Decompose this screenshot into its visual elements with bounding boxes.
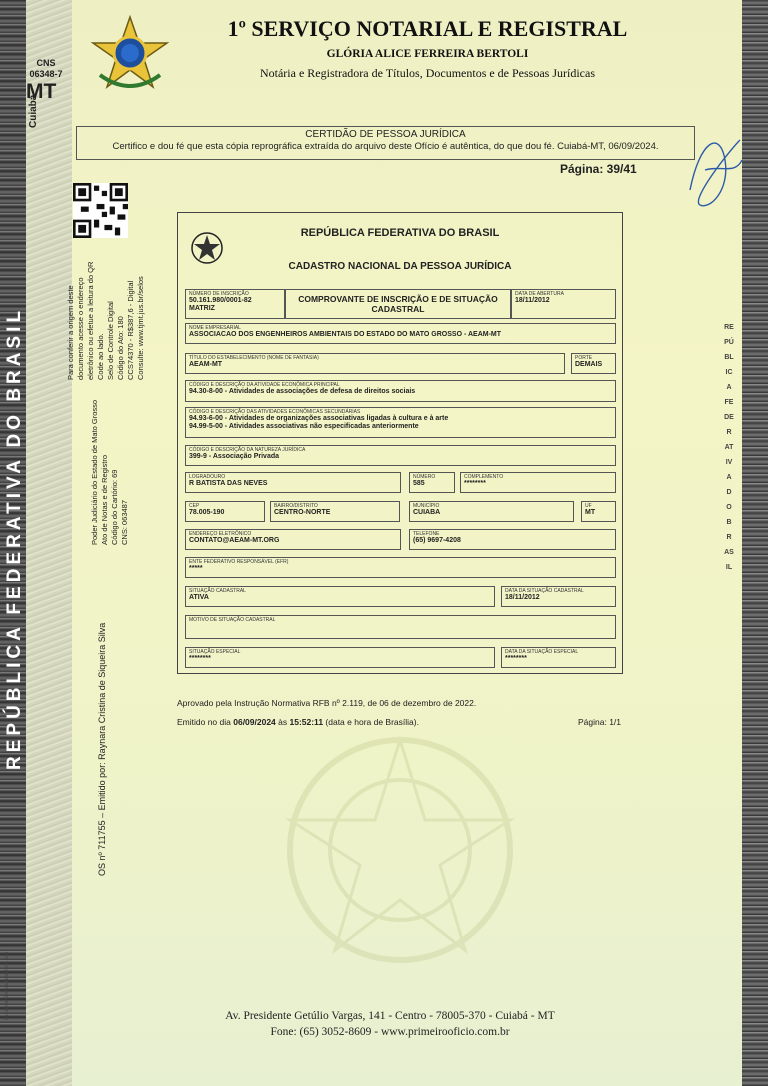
field-label: CÓDIGO E DESCRIÇÃO DA NATUREZA JURÍDICA [189,447,306,453]
field-data-especial [501,647,616,668]
field-value: 50.161.980/0001-82 [189,297,252,304]
qr-line: eletrônico ou efetue a leitura do QR [86,261,95,380]
left-border-text-layer [0,0,72,1086]
field-abertura [511,289,616,319]
qr-line: CCS74370 - R$387,6 - Digital [126,280,135,380]
field-value: ******** [505,655,527,662]
field-value: 585 [413,480,425,487]
field-label: MOTIVO DE SITUAÇÃO CADASTRAL [189,617,276,623]
judiciary-line: Ato de Notas e de Registro [100,454,109,545]
brazil-coat-of-arms-icon [90,15,170,95]
state-code: MT [26,80,57,103]
field-natureza [185,445,616,466]
field-bairro [270,501,400,522]
field-value: ******** [464,480,486,487]
field-especial [185,647,495,668]
field-atividade-principal [185,380,616,402]
qr-line: documento acesse o endereço [76,277,85,380]
field-value: 18/11/2012 [515,297,550,304]
contact-line: Fone: (65) 3052-8609 - www.primeirooficio.com.br [270,1026,510,1038]
field-value: 94.99-5-00 - Atividades associativas não especificadas anteriormente [189,423,419,430]
card-cnpj-title: CADASTRO NACIONAL DA PESSOA JURÍDICA [288,261,512,272]
field-telefone [409,529,616,550]
field-value: ******** [189,655,211,662]
certidao-text: Certifico e dou fé que esta cópia reprográfica extraída do arquivo deste Ofício é autêntica, do que dou fé. Cuiabá-MT, 06/09/2024. [112,141,659,152]
page-counter: Página: 39/41 [560,162,637,176]
emission-mid: às [275,717,290,727]
field-label: CEP [189,503,200,509]
qr-line: Consulte: www.tjmt.jus.br/selos [136,276,145,380]
address-line: Av. Presidente Getúlio Vargas, 141 - Centro - 78005-370 - Cuiabá - MT [225,1010,555,1022]
notary-name: GLÓRIA ALICE FERREIRA BERTOLI [326,48,529,60]
qr-verification-text [66,230,146,380]
field-label: ENTE FEDERATIVO RESPONSÁVEL (EFR) [189,559,289,565]
emitted-by-text: OS nº 711755 – Emitido por: Raynara Cristina de Siqueira Silva [97,622,107,876]
field-value: ASSOCIACAO DOS ENGENHEIROS AMBIENTAIS DO ESTADO DO MATO GROSSO - AEAM-MT [189,331,502,338]
field-value: DEMAIS [575,361,603,368]
field-value: 94.93-6-00 - Atividades de organizações associativas ligadas à cultura e à arte [189,415,449,422]
field-value: ATIVA [189,594,209,601]
signature-icon [680,120,750,220]
field-label: DATA DA SITUAÇÃO ESPECIAL [505,649,579,655]
field-logradouro [185,472,401,493]
office-address [120,1008,660,1040]
cns-label: CNS [36,58,56,68]
field-value: AEAM-MT [189,361,223,368]
watermark-coat-of-arms-icon [190,700,610,1000]
emission-time: 15:52:11 [289,717,324,727]
field-label: MUNICÍPIO [413,503,440,509]
emission-prefix: Emitido no dia [177,717,234,727]
field-municipio [409,501,574,522]
field-value: CONTATO@AEAM-MT.ORG [189,537,280,544]
field-label: BAIRRO/DISTRITO [274,503,318,509]
cns-block [22,58,70,80]
field-label: LOGRADOURO [189,474,226,480]
field-value: 399-9 - Associação Privada [189,453,280,460]
field-titulo [185,353,565,374]
field-value: MT [585,509,596,516]
field-value: ***** [189,565,203,572]
field-value: 78.005-190 [189,509,225,516]
field-value: CENTRO-NORTE [274,509,331,516]
field-label: TELEFONE [413,531,440,537]
field-label: NÚMERO DE INSCRIÇÃO [189,291,249,297]
field-cep [185,501,265,522]
field-value: CUIABA [413,509,441,516]
field-data-situacao [501,586,616,607]
field-label: NÚMERO [413,474,436,480]
field-porte [571,353,616,374]
judiciary-line: Código do Cartório: 69 [110,469,119,545]
field-value: 94.30-8-00 - Atividades de associações de defesa de direitos sociais [189,388,416,395]
emission-suffix: (data e hora de Brasília). [323,717,419,727]
field-inscricao [185,289,285,319]
field-label: DATA DA SITUAÇÃO CADASTRAL [505,588,584,594]
field-email [185,529,401,550]
field-value: (65) 9697-4208 [413,537,461,544]
judiciary-line: CNS: 063487 [120,499,129,545]
qr-line: Código do Ato: 180 [116,316,125,380]
field-label: COMPLEMENTO [464,474,504,480]
field-label: CÓDIGO E DESCRIÇÃO DAS ATIVIDADES ECONÔMICAS SECUNDÁRIAS [189,409,361,415]
field-nome [185,323,616,344]
emission-date: 06/09/2024 [233,717,276,727]
field-value: 18/11/2012 [505,594,540,601]
qr-line: Code ao lado. [96,333,105,380]
comprovante-title: COMPROVANTE DE INSCRIÇÃO E DE SITUAÇÃO CADASTRAL [285,289,511,319]
field-label: PORTE [575,355,593,361]
judiciary-text [90,385,130,545]
notary-subtitle: Notária e Registradora de Títulos, Documentos e de Pessoas Jurídicas [259,66,596,80]
field-label: UF [585,503,592,509]
card-page-counter: Página: 1/1 [578,717,622,727]
field-complemento [460,472,616,493]
right-border-text: REPÚBLICA FEDERATIVA DO BRASIL [724,324,734,571]
qr-line: Selo de Controle Digital [106,301,115,380]
approval-note: Aprovado pela Instrução Normativa RFB nº 2.119, de 06 de dezembro de 2022. [177,698,477,708]
notary-office-title: 1º SERVIÇO NOTARIAL E REGISTRAL [227,16,628,41]
cnpj-card [177,212,623,674]
field-efr [185,557,616,578]
cns-number: 06348-7 [29,69,63,79]
card-republic-title: REPÚBLICA FEDERATIVA DO BRASIL [300,227,500,239]
field-label: NOME EMPRESARIAL [189,325,241,331]
printer-text: Indústria Gráfica Brasileira S/A [4,951,10,1020]
field-label: DATA DE ABERTURA [515,291,564,297]
certidao-box [76,126,695,160]
field-label: TÍTULO DO ESTABELECIMENTO (NOME DE FANTASIA) [189,355,319,361]
field-label: ENDEREÇO ELETRÔNICO [189,531,252,537]
field-label: CÓDIGO E DESCRIÇÃO DA ATIVIDADE ECONÔMICA PRINCIPAL [189,382,340,388]
certidao-title: CERTIDÃO DE PESSOA JURÍDICA [305,129,466,140]
field-numero [409,472,455,493]
field-value: R BATISTA DAS NEVES [189,480,268,487]
left-border-text: REPÚBLICA FEDERATIVA DO BRASIL [4,306,25,770]
qr-line: Para conferir a origem deste [66,285,75,380]
judiciary-line: Poder Judiciário do Estado de Mato Grosso [90,399,99,545]
emission-note [177,717,419,727]
city-label: Cuiabá [28,94,39,128]
field-value: MATRIZ [189,305,215,312]
field-label: SITUAÇÃO ESPECIAL [189,649,241,655]
field-motivo [185,615,616,639]
field-atividades-secundarias [185,407,616,438]
field-situacao [185,586,495,607]
field-uf [581,501,616,522]
field-label: SITUAÇÃO CADASTRAL [189,588,246,594]
